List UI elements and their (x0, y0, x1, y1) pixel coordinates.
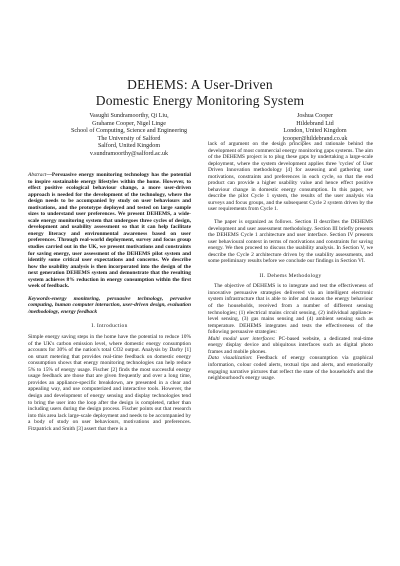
methodology-paragraph: The objective of DEHEMS is to integrate and test the effectiveness of innovative persuasive strategies delivered via an intelligent electronic system infrastructure that is able to infer and reason the energy behaviour of the households, received from a number of different sensing technologies; (1) electrical mains circuit sensing, (2) individual appliance-level sensing, (3) gas mains sensing and (4) ambient sensing such as temperature. DEHEMS integrates and tests the effectiveness of the following persuasive strategies: (208, 283, 373, 336)
author-line: School of Computing, Science and Engineering (70, 128, 188, 135)
author-line: Vasughi Sundramoorthy, Qi Liu, (89, 113, 169, 119)
author-affiliation-right (250, 113, 380, 143)
abstract-text: —Persuasive energy monitoring technology has the potential to inspire sustainable energy lifestyles within the home. However, to effect positive ecological behaviour change, a more user-driven approach is needed for the development of the technology, where the design needs to be accompanied by study on user behaviours and motivations, and the prototype deployed and tested on large sample sizes to understand user preferences. We present DEHEMS, a wide-scale energy monitoring system that undergoes three cycles of design, development and usability assessment so that it can help facilitate energy literacy and environmental awareness based on user preferences. Through real-world deployment, survey and focus group studies carried out in the UK, we present motivations and constraints for saving energy, user assessment of the DEHEMS pilot system and identify some critical user expectations and concerns. We describe how the usability analysis is then incorporated into the design of the next generation DEHEMS system and demonstrate that the resulting system achieves 8% reduction in energy consumption within the first week of feedback. (28, 172, 191, 290)
strategy-item-2 (208, 355, 373, 381)
strategy-item-1 (208, 336, 373, 356)
section-heading-methodology: II. Dehems Methodology (259, 272, 322, 279)
strategy-text: : PC-based website, a dedicated real-time energy display device and ubiquitous interfaces such as digital photo frames and mobile phones. (208, 335, 373, 355)
strategy-text: : Feedback of energy consumption via graphical information, colour coded alerts, textual tips and alerts, and emotionally engaging narrative pictures that reflect the state of the household's and the neighbourhood's energy usage. (208, 355, 373, 382)
author-line: London, United Kingdom (283, 128, 347, 135)
author-line: Hildebrand Ltd (296, 120, 334, 127)
author-line: Salford, United Kingdom (97, 143, 161, 150)
introduction-paragraph: Simple energy saving steps in the home have the potential to reduce 10% of the UK's carbon emission level, where domestic energy consumption accounts for 30% of the nation's total CO2 output. Analysis by Darby [1] on smart metering that provides real-time feedback on domestic energy consumption shows that energy monitoring technologies can help reduce 5% to 15% of energy usage. Fischer [2] finds the most successful energy usage feedback are those that are given frequently and over a long time, provides an appliance-specific breakdown, are presented in a clear and appealing way, and use computerized and interactive tools. However, the design and development of energy sensing and display technologies tend to bring the user into the loop after the design is completed, rather than including users during the design process. Fischer points out that research into this area lack large-scale deployment and needs to be accompanied by a body of study on user behaviours, motivations and preferences. Fitzpatrick and Smith [3] assert that there is a (28, 334, 191, 432)
left-column (28, 172, 191, 432)
abstract (28, 172, 191, 290)
strategy-label: Multi modal user interfaces (208, 335, 274, 342)
right-paragraph-2: The paper is organized as follows. Section II describes the DEHEMS development and user assessment methodology. Section III briefly presents the DEHEMS Cycle 1 architecture and user interface. Section IV presents user behavioural context in terms of motivations and constraints for saving energy. We then proceed to discuss the usability analysis. In Section V, we describe the Cycle 2 architecture driven by the usability assessments, and some preliminary results before we conclude our findings in Section VI. (208, 219, 373, 265)
abstract-label: Abstract (28, 172, 47, 178)
author-line: Grahame Cooper, Nigel Linge (92, 120, 166, 127)
right-column (208, 141, 373, 382)
section-heading-introduction: I. Introduction (91, 323, 128, 330)
paper-title-line-1: DEHEMS: A User-Driven (127, 77, 273, 92)
author-email: v.sundramoorthy@salford.ac.uk (89, 150, 169, 157)
paper-title-line-2: Domestic Energy Monitoring System (95, 93, 305, 108)
right-paragraph-1: lack of argument on the design principles and rationale behind the development of most commercial energy monitoring gaps systems. The aim of the DEHEMS project is to plug these gaps by undertaking a large-scale deployment, where the system development applies three 'cycles' of User Driven Innovation methodology [4] for assessing and gathering user motivations, constraints and preferences in each cycle, so that the end product can provide a higher usability value and hence effect positive behaviour change in domestic energy consumption. In this paper, we describe the pilot Cycle 1 system, the results of the user analysis via surveys and focus groups, and the subsequent Cycle 2 system driven by the user requirements from Cycle 1. (208, 141, 374, 213)
keywords: Keywords-energy monitoring, persuasive technology, pervasive computing, human computer interaction, user-driven design, evaluation /methodology, energy feedback (28, 295, 191, 315)
author-affiliation-left (54, 113, 204, 159)
author-email: jcooper@hildebrand.co.uk (282, 135, 348, 142)
strategy-label: Data visualization (208, 355, 251, 362)
author-line: The University of Salford (97, 135, 161, 142)
author-line: Joshua Cooper (296, 113, 334, 119)
